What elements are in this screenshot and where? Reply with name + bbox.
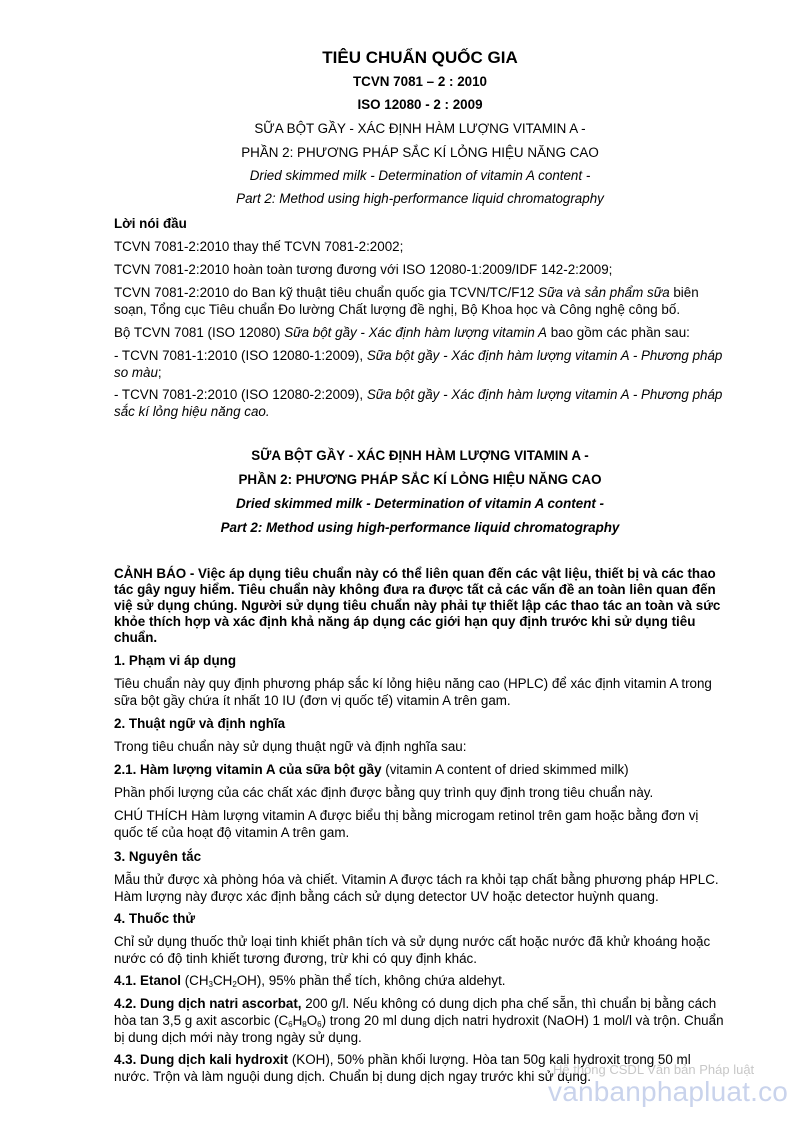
text-span: 4.3. Dung dịch kali hydroxit [114, 1052, 289, 1067]
text-span: ; [157, 365, 162, 380]
doc-title-vn-2: PHẦN 2: PHƯƠNG PHÁP SẮC KÍ LỎNG HIỆU NĂNG CAO [241, 145, 599, 160]
text-span: Sữa bột gầy - Xác định hàm lượng vitamin A [284, 325, 547, 340]
text-span: Bộ TCVN 7081 (ISO 12080) [114, 325, 285, 340]
reagent-paragraph [114, 972, 726, 989]
subscript: 2 [232, 980, 237, 989]
body-title-en-2: Part 2: Method using high-performance liquid chromatography [220, 520, 620, 535]
watermark-text: Hệ thống CSDL Văn bản Pháp luật [553, 1062, 755, 1077]
doc-code-iso: ISO 12080 - 2 : 2009 [357, 97, 483, 112]
text-span: 4.1. Etanol [114, 973, 181, 988]
foreword-paragraph [114, 284, 726, 318]
text-span: 2.1. Hàm lượng vitamin A của sữa bột gầy [114, 762, 382, 777]
text-span: H [292, 1013, 303, 1028]
foreword-heading: Lời nói đầu [114, 216, 187, 231]
text-span: 200 g/l. Nếu không có dung dịch pha chế sẵn, thì chuẩn bị bằng cách hòa tan 3,5 g axit ascorbic (C [114, 996, 717, 1028]
text-span: bao gồm các phần sau: [546, 325, 690, 340]
text-span: Sữa bột gầy - Xác định hàm lượng vitamin A - Phương pháp so màu [114, 348, 723, 380]
text-span: (KOH), 50% phần khối lượng. Hòa tan 50g kali hydroxit trong 50 ml nước. Trộn và làm nguội dung dịch. Chuẩn bị dung dịch ngay trước khi sử dụng. [114, 1052, 691, 1084]
text-span: TCVN 7081-2:2010 do Ban kỹ thuật tiêu chuẩn quốc gia TCVN/TC/F12 [114, 285, 539, 300]
section-heading: 4. Thuốc thử [114, 911, 196, 926]
foreword-paragraph: TCVN 7081-2:2010 thay thế TCVN 7081-2:2002; [114, 239, 404, 254]
section-heading: 3. Nguyên tắc [114, 849, 202, 864]
text-span: O [306, 1013, 318, 1028]
reagent-paragraph [114, 995, 726, 1046]
section-paragraph: Chỉ sử dụng thuốc thử loại tinh khiết phân tích và sử dụng nước cất hoặc nước đã khử khoáng hoặc nước có độ tinh khiết tương đương, trừ khi có quy định khác. [114, 934, 711, 966]
section-paragraph: Phần phối lượng của các chất xác định được bằng quy trình quy định trong tiêu chuẩn này. [114, 785, 654, 800]
text-span: OH), 95% phần thể tích, không chứa aldehyt. [236, 973, 506, 988]
section-heading: 2. Thuật ngữ và định nghĩa [114, 716, 286, 731]
subscript: 8 [302, 1020, 307, 1029]
doc-title-en-2: Part 2: Method using high-performance liquid chromatography [236, 191, 604, 206]
watermark-logo: vanbanphapluat.co [548, 1076, 789, 1107]
text-span: (vitamin A content of dried skimmed milk) [381, 762, 629, 777]
foreword-paragraph: TCVN 7081-2:2010 hoàn toàn tương đương với ISO 12080-1:2009/IDF 142-2:2009; [114, 262, 613, 277]
warning-paragraph: CẢNH BÁO - Việc áp dụng tiêu chuẩn này có thể liên quan đến các vật liệu, thiết bị và các thao tác gây nguy hiểm. Tiêu chuẩn này không đưa ra được tất cả các vấn đề an toàn liên quan đến việ sử dụng chúng. Người sử dụng tiêu chuẩn này phải tự thiết lập các thao tác an toàn và sức khỏe thích hợp và xác định khả năng áp dụng các giới hạn quy định trước khi sử dụng tiêu chuẩn. [114, 566, 721, 645]
section-paragraph: Trong tiêu chuẩn này sử dụng thuật ngữ và định nghĩa sau: [114, 739, 467, 754]
text-span: Sữa bột gầy - Xác định hàm lượng vitamin A - Phương pháp sắc kí lỏng hiệu năng cao. [114, 387, 723, 419]
doc-title: TIÊU CHUẨN QUỐC GIA [322, 48, 518, 67]
foreword-paragraph [114, 324, 726, 341]
definition-heading [114, 761, 726, 778]
doc-title-en-1: Dried skimmed milk - Determination of vitamin A content - [249, 168, 591, 183]
section-paragraph: Tiêu chuẩn này quy định phương pháp sắc kí lỏng hiệu năng cao (HPLC) để xác định vitamin A trong sữa bột gầy chứa ít nhất 10 IU (đơn vị quốc tế) vitamin A trên gam. [114, 676, 712, 708]
doc-code-tcvn: TCVN 7081 – 2 : 2010 [353, 74, 487, 89]
text-span: ) trong 20 ml dung dịch natri hydroxit (NaOH) 1 mol/l và trộn. Chuẩn bị dung dịch mới này trong ngày sử dụng. [114, 1013, 724, 1045]
text-span: CH [212, 973, 233, 988]
body-title-vn-2: PHẦN 2: PHƯƠNG PHÁP SẮC KÍ LỎNG HIỆU NĂNG CAO [238, 472, 602, 487]
doc-title-vn-1: SỮA BỘT GẦY - XÁC ĐỊNH HÀM LƯỢNG VITAMIN A - [254, 121, 586, 136]
note-paragraph: CHÚ THÍCH Hàm lượng vitamin A được biểu thị bằng microgam retinol trên gam hoặc bằng đơn vị quốc tế của hoạt độ vitamin A trên gam. [114, 808, 699, 840]
text-span: Sữa và sản phẩm sữa [538, 285, 670, 300]
section-heading: 1. Phạm vi áp dụng [114, 653, 237, 668]
foreword-paragraph [114, 347, 726, 381]
text-span: biên soạn, Tổng cục Tiêu chuẩn Đo lường Chất lượng đề nghị, Bộ Khoa học và Công nghệ công bố. [114, 285, 699, 317]
body-title-vn-1: SỮA BỘT GẦY - XÁC ĐỊNH HÀM LƯỢNG VITAMIN A - [251, 448, 589, 463]
text-span: - TCVN 7081-1:2010 (ISO 12080-1:2009), [114, 348, 367, 363]
foreword-paragraph [114, 386, 726, 420]
text-span: (CH [180, 973, 209, 988]
text-span: - TCVN 7081-2:2010 (ISO 12080-2:2009), [114, 387, 367, 402]
subscript: 6 [317, 1020, 322, 1029]
subscript: 6 [288, 1020, 293, 1029]
section-paragraph: Mẫu thử được xà phòng hóa và chiết. Vitamin A được tách ra khỏi tạp chất bằng phương pháp HPLC. Hàm lượng này được xác định bằng cách sử dụng detector UV hoặc detector huỳnh quang. [114, 872, 719, 904]
subscript: 3 [208, 980, 213, 989]
text-span: 4.2. Dung dịch natri ascorbat, [114, 996, 302, 1011]
body-title-en-1: Dried skimmed milk - Determination of vitamin A content - [235, 496, 605, 511]
